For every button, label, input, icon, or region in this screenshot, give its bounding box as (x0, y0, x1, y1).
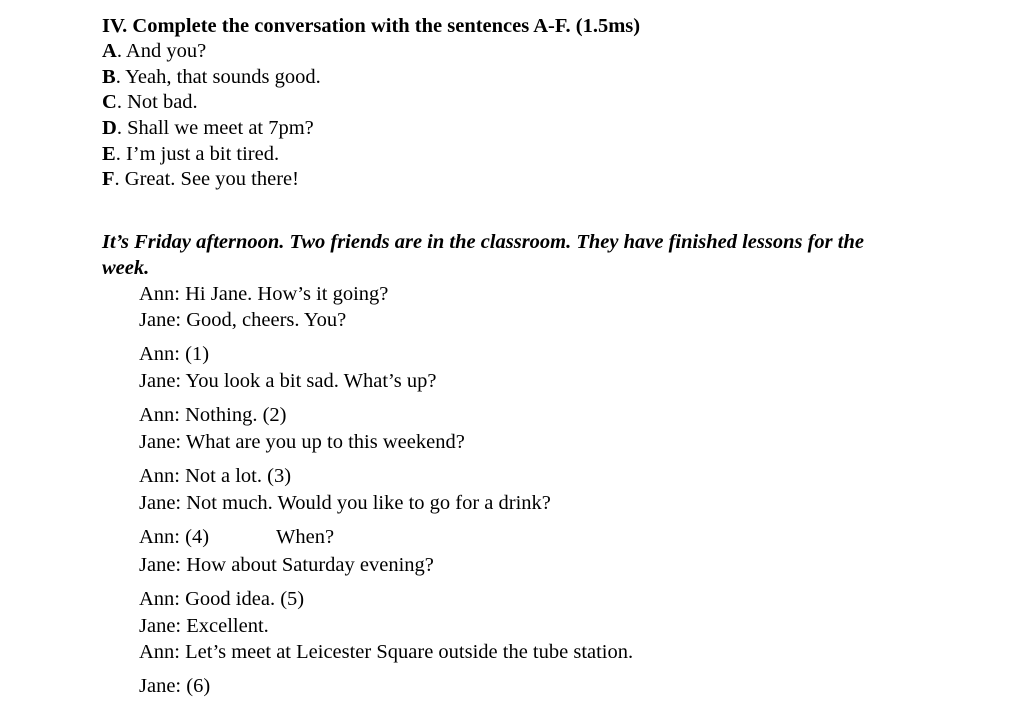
answer-options-list (102, 39, 321, 193)
option-d (102, 116, 321, 142)
option-letter: A (102, 40, 117, 62)
option-letter: F (102, 168, 115, 191)
option-text: . Not bad. (116, 91, 198, 114)
option-letter: B (102, 65, 116, 88)
dialogue-line: Jane: (6) (139, 675, 211, 697)
option-text: . And you? (116, 40, 207, 62)
dialogue-line: Ann: (1) (139, 343, 210, 365)
option-a (102, 39, 321, 65)
option-text: . I’m just a bit tired. (115, 142, 280, 165)
dialogue-line: Ann: Good idea. (5) (139, 588, 305, 610)
dialogue-line: Jane: How about Saturday evening? (139, 554, 434, 576)
dialogue-line: Jane: Not much. Would you like to go for a drink? (139, 492, 551, 514)
option-letter: E (102, 142, 116, 165)
dialogue-line: Jane: You look a bit sad. What’s up? (139, 370, 437, 392)
dialogue-line-when: When? (276, 526, 335, 548)
dialogue-line: Ann: Hi Jane. How’s it going? (139, 283, 389, 305)
option-e (102, 142, 321, 168)
dialogue-line: Ann: Not a lot. (3) (139, 465, 292, 487)
dialogue-line: Jane: Excellent. (139, 615, 269, 637)
exercise-heading: IV. Complete the conversation with the sentences A-F. (1.5ms) (102, 15, 641, 37)
option-b (102, 65, 321, 91)
dialogue-line: Ann: Nothing. (2) (139, 404, 287, 426)
scene-intro: It’s Friday afternoon. Two friends are in the classroom. They have finished lessons for the week. (102, 231, 864, 279)
dialogue-line: Jane: What are you up to this weekend? (139, 431, 465, 453)
dialogue-line: Ann: (4) (139, 526, 210, 548)
option-letter: C (102, 91, 117, 114)
option-c (102, 90, 321, 116)
option-letter: D (102, 117, 117, 140)
option-text: . Great. See you there! (114, 168, 299, 191)
option-text: . Shall we meet at 7pm? (116, 117, 314, 140)
option-text: . Yeah, that sounds good. (115, 65, 321, 88)
option-f (102, 167, 321, 193)
dialogue-line: Jane: Good, cheers. You? (139, 309, 347, 331)
dialogue-line: Ann: Let’s meet at Leicester Square outside the tube station. (139, 641, 634, 663)
